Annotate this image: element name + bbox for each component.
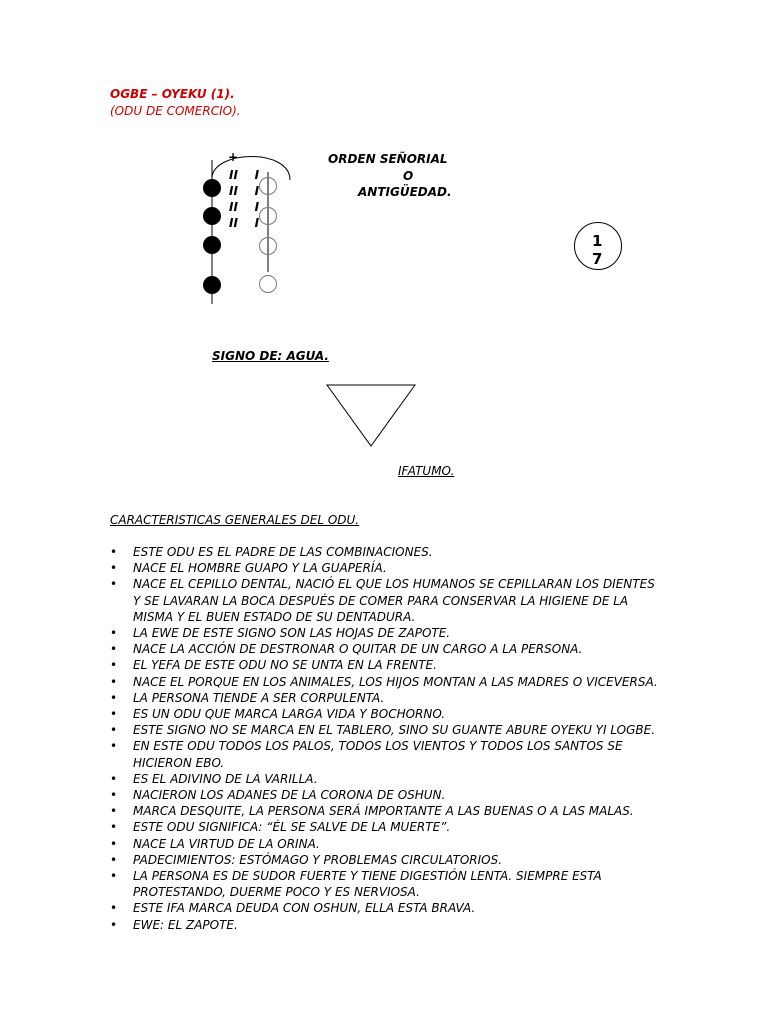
characteristic-item [110, 900, 660, 916]
bullet-icon: • [110, 804, 118, 819]
water-triangle-icon [326, 383, 418, 449]
bullet-icon: • [110, 788, 118, 803]
filled-seed [203, 179, 221, 197]
bullet-icon: • [110, 707, 118, 722]
characteristic-text: MARCA DESQUITE, LA PERSONA SERÁ IMPORTANTE A LAS BUENAS O A LAS MALAS. [133, 804, 634, 819]
characteristic-text: ESTE IFA MARCA DEUDA CON OSHUN, ELLA ESTA BRAVA. [133, 901, 476, 916]
characteristic-text: NACE EL HOMBRE GUAPO Y LA GUAPERÍA. [133, 561, 387, 576]
characteristic-item [110, 641, 660, 657]
characteristic-item [110, 657, 660, 673]
bullet-icon: • [110, 658, 118, 673]
bullet-icon: • [110, 626, 118, 641]
characteristic-text: LA PERSONA ES DE SUDOR FUERTE Y TIENE DIGESTIÓN LENTA. SIEMPRE ESTA PROTESTANDO, DUERME POCO Y ES NERVIOSA. [133, 869, 602, 900]
characteristic-text: LA EWE DE ESTE SIGNO SON LAS HOJAS DE ZAPOTE. [133, 626, 451, 641]
open-seed [260, 276, 277, 293]
characteristic-text: NACE LA ACCIÓN DE DESTRONAR O QUITAR DE UN CARGO A LA PERSONA. [133, 642, 583, 657]
characteristic-text: PADECIMIENTOS: ESTÓMAGO Y PROBLEMAS CIRCULATORIOS. [133, 852, 503, 867]
bullet-icon: • [110, 577, 118, 592]
characteristic-text: NACE LA VIRTUD DE LA ORINA. [133, 836, 320, 851]
characteristic-text: NACE EL CEPILLO DENTAL, NACIÓ EL QUE LOS HUMANOS SE CEPILLARAN LOS DIENTES Y SE LAVARAN LA BOCA DESPUÉS DE COMER PARA CONSERVAR LA HIGIENE DE LA MISMA Y EL BUEN ESTADO DE SU DENTADURA. [133, 577, 655, 624]
section-title: CARACTERISTICAS GENERALES DEL ODU. [110, 513, 360, 527]
bullet-icon: • [110, 901, 118, 916]
odu-subtitle: (ODU DE COMERCIO). [110, 104, 241, 118]
ifatumo-label: IFATUMO. [398, 464, 455, 478]
characteristic-item [110, 690, 660, 706]
antiguedad-label: ANTIGÜEDAD. [358, 185, 452, 199]
characteristic-text: ESTE ODU SIGNIFICA: “ÉL SE SALVE DE LA MUERTE”. [133, 820, 451, 835]
bullet-icon: • [110, 739, 118, 754]
characteristic-item [110, 771, 660, 787]
bullet-icon: • [110, 917, 118, 932]
filled-seed [203, 276, 221, 294]
characteristic-item [110, 674, 660, 690]
orden-o-label: O [403, 169, 414, 183]
characteristic-text: ES EL ADIVINO DE LA VARILLA. [133, 771, 318, 786]
filled-seed [203, 207, 221, 225]
bullet-icon: • [110, 545, 118, 559]
bullet-icon: • [110, 642, 118, 657]
odu-title: OGBE – OYEKU (1). [110, 87, 235, 101]
plus-mark: + [228, 150, 239, 164]
odu-mark-row: II I [229, 168, 260, 182]
bullet-icon: • [110, 674, 118, 689]
bullet-icon: • [110, 852, 118, 867]
bullet-icon: • [110, 836, 118, 851]
bullet-icon: • [110, 723, 118, 738]
filled-seed [203, 236, 221, 254]
characteristic-item [110, 722, 660, 738]
signo-label: SIGNO DE: AGUA. [212, 349, 329, 363]
characteristic-item [110, 852, 660, 868]
characteristic-item [110, 803, 660, 819]
characteristic-item [110, 819, 660, 835]
characteristic-text: EWE: EL ZAPOTE. [133, 917, 238, 932]
characteristic-item [110, 576, 660, 625]
characteristic-text: LA PERSONA TIENDE A SER CORPULENTA. [133, 690, 385, 705]
bullet-icon: • [110, 820, 118, 835]
odu-mark-row: II I [229, 216, 260, 230]
characteristic-item [110, 836, 660, 852]
bullet-icon: • [110, 869, 118, 884]
characteristic-item [110, 560, 660, 576]
orden-senorial-label: ORDEN SEÑORIAL [328, 152, 448, 166]
characteristic-text: ES UN ODU QUE MARCA LARGA VIDA Y BOCHORNO. [133, 707, 446, 722]
bullet-icon: • [110, 690, 118, 705]
characteristic-text: ESTE SIGNO NO SE MARCA EN EL TABLERO, SINO SU GUANTE ABURE OYEKU YI LOGBE. [133, 723, 656, 738]
characteristic-item [110, 787, 660, 803]
order-number-digit: 1 [592, 232, 603, 250]
order-number-digit: 7 [592, 250, 603, 268]
odu-mark-row: II I [229, 184, 260, 198]
characteristic-item [110, 544, 660, 560]
odu-mark-row: II I [229, 200, 260, 214]
characteristic-item [110, 625, 660, 641]
bullet-icon: • [110, 561, 118, 576]
characteristic-text: EN ESTE ODU TODOS LOS PALOS, TODOS LOS VIENTOS Y TODOS LOS SANTOS SE HICIERON EBO. [133, 739, 623, 770]
characteristic-text: NACIERON LOS ADANES DE LA CORONA DE OSHUN. [133, 788, 446, 803]
characteristic-item [110, 738, 660, 770]
order-number-circle [574, 222, 622, 270]
characteristic-text: ESTE ODU ES EL PADRE DE LAS COMBINACIONES. [133, 545, 433, 559]
characteristics-list [110, 544, 660, 933]
characteristic-item [110, 706, 660, 722]
characteristic-text: NACE EL PORQUE EN LOS ANIMALES, LOS HIJOS MONTAN A LAS MADRES O VICEVERSA. [133, 674, 658, 689]
characteristic-text: EL YEFA DE ESTE ODU NO SE UNTA EN LA FRENTE. [133, 658, 437, 673]
characteristic-item [110, 917, 660, 933]
characteristic-item [110, 868, 660, 900]
bullet-icon: • [110, 771, 118, 786]
